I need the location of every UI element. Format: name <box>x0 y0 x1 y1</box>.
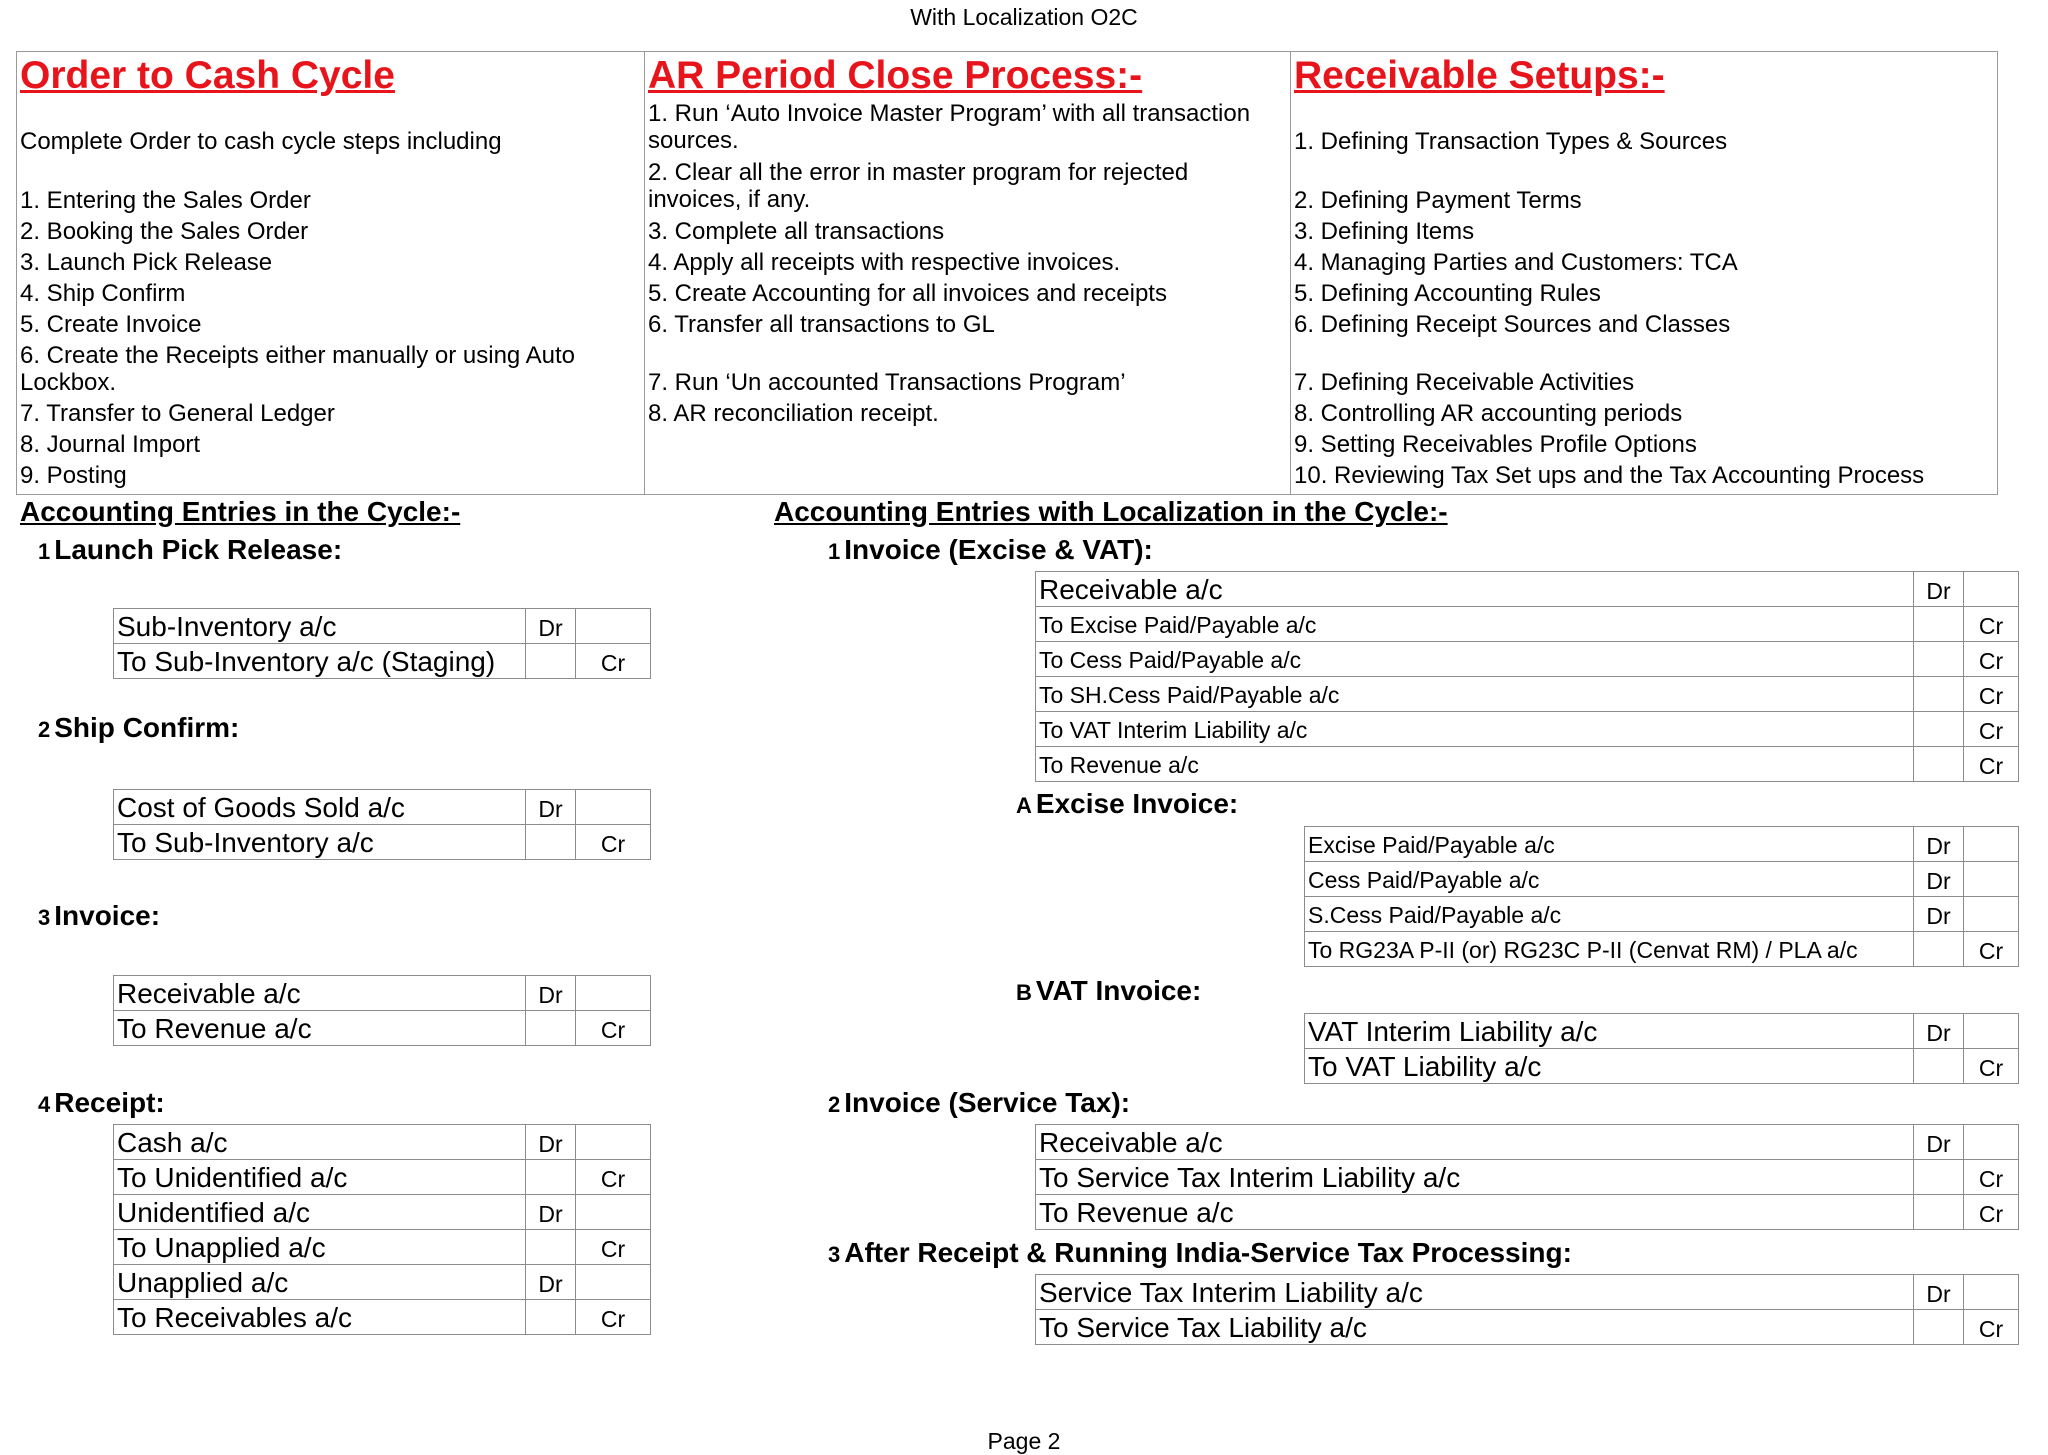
ar-close-step: sources. <box>648 127 739 154</box>
account-cell: To VAT Interim Liability a/c <box>1036 712 1914 747</box>
cr-cell: Cr <box>1964 712 2019 747</box>
entry-title: Receipt: <box>54 1087 165 1118</box>
cr-cell <box>576 1125 651 1160</box>
setup-step: 7. Defining Receivable Activities <box>1294 369 1635 396</box>
dr-cell <box>1914 1160 1964 1195</box>
table-row <box>1305 827 2019 862</box>
setup-step: 5. Defining Accounting Rules <box>1294 280 1601 307</box>
cr-cell: Cr <box>1964 677 2019 712</box>
dr-cell: Dr <box>526 1195 576 1230</box>
cr-cell <box>576 609 651 644</box>
ar-close-step: 3. Complete all transactions <box>648 218 945 245</box>
entry-heading <box>38 900 160 932</box>
entry-heading <box>1016 788 1238 820</box>
account-cell: Receivable a/c <box>1036 1125 1914 1160</box>
dr-cell: Dr <box>526 1265 576 1300</box>
table-row <box>1036 712 2019 747</box>
cr-cell: Cr <box>1964 1310 2019 1345</box>
journal-entry-table <box>113 789 651 860</box>
table-row <box>1036 572 2019 607</box>
setup-step: 2. Defining Payment Terms <box>1294 187 1582 214</box>
cr-cell <box>576 790 651 825</box>
entry-number: 2 <box>828 1092 841 1117</box>
cr-cell <box>1964 1275 2019 1310</box>
entry-title: VAT Invoice: <box>1035 975 1202 1006</box>
account-cell: Cess Paid/Payable a/c <box>1305 862 1914 897</box>
o2c-step: 3. Launch Pick Release <box>20 249 273 276</box>
account-cell: To Sub-Inventory a/c <box>114 825 526 860</box>
dr-cell: Dr <box>1914 827 1964 862</box>
table-row <box>114 1265 651 1300</box>
cr-cell: Cr <box>576 1230 651 1265</box>
cr-cell: Cr <box>576 825 651 860</box>
journal-entry-table <box>1304 826 2019 967</box>
account-cell: To Cess Paid/Payable a/c <box>1036 642 1914 677</box>
cr-cell <box>1964 827 2019 862</box>
table-row <box>1036 642 2019 677</box>
o2c-title: Order to Cash Cycle <box>20 54 395 97</box>
ar-close-step: 6. Transfer all transactions to GL <box>648 311 995 338</box>
table-row <box>1036 1160 2019 1195</box>
entry-title: Invoice (Service Tax): <box>844 1087 1131 1118</box>
cr-cell: Cr <box>1964 642 2019 677</box>
table-row <box>114 1160 651 1195</box>
cr-cell <box>1964 862 2019 897</box>
o2c-step: 7. Transfer to General Ledger <box>20 400 335 427</box>
setup-step: 1. Defining Transaction Types & Sources <box>1294 128 1728 155</box>
cr-cell <box>1964 897 2019 932</box>
account-cell: To Service Tax Interim Liability a/c <box>1036 1160 1914 1195</box>
table-row <box>1305 1014 2019 1049</box>
entry-heading <box>828 1237 1572 1269</box>
entry-number: B <box>1016 980 1032 1005</box>
dr-cell <box>1914 712 1964 747</box>
dr-cell <box>1914 1049 1964 1084</box>
cr-cell: Cr <box>576 1160 651 1195</box>
dr-cell <box>1914 1195 1964 1230</box>
journal-entry-table <box>113 1124 651 1335</box>
table-row <box>1036 1195 2019 1230</box>
entry-number: 2 <box>38 717 51 742</box>
entry-number: 1 <box>38 539 51 564</box>
account-cell: To Unapplied a/c <box>114 1230 526 1265</box>
table-row <box>114 976 651 1011</box>
dr-cell <box>526 1160 576 1195</box>
account-cell: To Revenue a/c <box>114 1011 526 1046</box>
ar-close-step: invoices, if any. <box>648 186 811 213</box>
entry-title: Excise Invoice: <box>1035 788 1239 819</box>
o2c-intro: Complete Order to cash cycle steps including <box>20 128 502 155</box>
cr-cell <box>576 1195 651 1230</box>
o2c-step: 4. Ship Confirm <box>20 280 186 307</box>
dr-cell <box>1914 677 1964 712</box>
account-cell: To VAT Liability a/c <box>1305 1049 1914 1084</box>
entry-title: Launch Pick Release: <box>54 534 343 565</box>
table-row <box>114 1195 651 1230</box>
dr-cell <box>1914 642 1964 677</box>
account-cell: Unapplied a/c <box>114 1265 526 1300</box>
table-row <box>114 1125 651 1160</box>
cr-cell <box>1964 572 2019 607</box>
account-cell: To RG23A P-II (or) RG23C P-II (Cenvat RM) / PLA a/c <box>1305 932 1914 967</box>
account-cell: To Excise Paid/Payable a/c <box>1036 607 1914 642</box>
dr-cell: Dr <box>1914 897 1964 932</box>
account-cell: Sub-Inventory a/c <box>114 609 526 644</box>
table-row <box>1036 747 2019 782</box>
cr-cell: Cr <box>1964 607 2019 642</box>
o2c-step: 1. Entering the Sales Order <box>20 187 311 214</box>
table-row <box>114 609 651 644</box>
account-cell: Cost of Goods Sold a/c <box>114 790 526 825</box>
dr-cell <box>526 644 576 679</box>
o2c-step: Lockbox. <box>20 369 117 396</box>
dr-cell: Dr <box>1914 1275 1964 1310</box>
account-cell: Service Tax Interim Liability a/c <box>1036 1275 1914 1310</box>
table-row <box>1036 677 2019 712</box>
dr-cell: Dr <box>1914 1125 1964 1160</box>
entry-title: Ship Confirm: <box>54 712 240 743</box>
o2c-step: 2. Booking the Sales Order <box>20 218 309 245</box>
o2c-step: 5. Create Invoice <box>20 311 202 338</box>
account-cell: To SH.Cess Paid/Payable a/c <box>1036 677 1914 712</box>
entry-number: 4 <box>38 1092 51 1117</box>
journal-entry-table <box>1035 571 2019 782</box>
dr-cell <box>1914 1310 1964 1345</box>
entry-number: 3 <box>828 1242 841 1267</box>
table-row <box>1036 1310 2019 1345</box>
account-cell: Unidentified a/c <box>114 1195 526 1230</box>
dr-cell <box>1914 747 1964 782</box>
dr-cell: Dr <box>1914 862 1964 897</box>
right-section-heading: Accounting Entries with Localization in the Cycle:- <box>774 496 1448 527</box>
setup-step: 3. Defining Items <box>1294 218 1475 245</box>
entry-heading <box>828 534 1153 566</box>
setup-step: 10. Reviewing Tax Set ups and the Tax Accounting Process <box>1294 462 1925 489</box>
cr-cell: Cr <box>1964 932 2019 967</box>
ar-close-step: 2. Clear all the error in master program for rejected <box>648 159 1189 186</box>
entry-title: Invoice: <box>54 900 161 931</box>
entry-number: 3 <box>38 905 51 930</box>
dr-cell: Dr <box>1914 572 1964 607</box>
setups-title: Receivable Setups:- <box>1294 54 1665 97</box>
table-row <box>1305 897 2019 932</box>
journal-entry-table <box>1035 1124 2019 1230</box>
table-row <box>114 1230 651 1265</box>
setup-step: 8. Controlling AR accounting periods <box>1294 400 1683 427</box>
o2c-column <box>17 52 645 494</box>
journal-entry-table <box>1304 1013 2019 1084</box>
dr-cell: Dr <box>526 790 576 825</box>
dr-cell: Dr <box>526 609 576 644</box>
ar-close-step: 1. Run ‘Auto Invoice Master Program’ with all transaction <box>648 100 1251 127</box>
account-cell: To Service Tax Liability a/c <box>1036 1310 1914 1345</box>
ar-close-step: 4. Apply all receipts with respective invoices. <box>648 249 1121 276</box>
cr-cell: Cr <box>576 1300 651 1335</box>
ar-close-column <box>645 52 1291 494</box>
table-row <box>114 825 651 860</box>
dr-cell: Dr <box>1914 1014 1964 1049</box>
dr-cell: Dr <box>526 1125 576 1160</box>
setup-step: 9. Setting Receivables Profile Options <box>1294 431 1697 458</box>
ar-close-step: 7. Run ‘Un accounted Transactions Program’ <box>648 369 1126 396</box>
cr-cell <box>1964 1125 2019 1160</box>
ar-close-title: AR Period Close Process:- <box>648 54 1143 97</box>
o2c-step: 6. Create the Receipts either manually or using Auto <box>20 342 575 369</box>
setups-column <box>1291 52 1997 494</box>
account-cell: Receivable a/c <box>114 976 526 1011</box>
ar-close-step: 8. AR reconciliation receipt. <box>648 400 939 427</box>
table-row <box>114 790 651 825</box>
dr-cell <box>1914 932 1964 967</box>
entry-number: A <box>1016 793 1032 818</box>
table-row <box>1036 1125 2019 1160</box>
account-cell: Cash a/c <box>114 1125 526 1160</box>
entry-heading <box>38 712 239 744</box>
table-row <box>114 644 651 679</box>
account-cell: Receivable a/c <box>1036 572 1914 607</box>
cr-cell: Cr <box>1964 1049 2019 1084</box>
o2c-step: 9. Posting <box>20 462 127 489</box>
journal-entry-table <box>113 975 651 1046</box>
account-cell: Excise Paid/Payable a/c <box>1305 827 1914 862</box>
dr-cell <box>526 1300 576 1335</box>
account-cell: To Revenue a/c <box>1036 1195 1914 1230</box>
table-row <box>1305 862 2019 897</box>
table-row <box>1305 1049 2019 1084</box>
top-summary-box <box>16 51 1998 495</box>
journal-entry-table <box>113 608 651 679</box>
account-cell: To Unidentified a/c <box>114 1160 526 1195</box>
cr-cell: Cr <box>1964 1160 2019 1195</box>
cr-cell: Cr <box>576 644 651 679</box>
table-row <box>114 1300 651 1335</box>
dr-cell <box>1914 607 1964 642</box>
dr-cell <box>526 1011 576 1046</box>
account-cell: To Revenue a/c <box>1036 747 1914 782</box>
setup-step: 4. Managing Parties and Customers: TCA <box>1294 249 1738 276</box>
cr-cell: Cr <box>576 1011 651 1046</box>
table-row <box>1036 1275 2019 1310</box>
entry-heading <box>38 534 342 566</box>
entry-heading <box>1016 975 1201 1007</box>
dr-cell <box>526 1230 576 1265</box>
cr-cell <box>1964 1014 2019 1049</box>
dr-cell <box>526 825 576 860</box>
account-cell: S.Cess Paid/Payable a/c <box>1305 897 1914 932</box>
table-row <box>1305 932 2019 967</box>
entry-title: Invoice (Excise & VAT): <box>844 534 1153 565</box>
account-cell: To Receivables a/c <box>114 1300 526 1335</box>
entry-heading <box>828 1087 1130 1119</box>
dr-cell: Dr <box>526 976 576 1011</box>
table-row <box>1036 607 2019 642</box>
page-footer: Page 2 <box>987 1428 1061 1454</box>
account-cell: VAT Interim Liability a/c <box>1305 1014 1914 1049</box>
ar-close-step: 5. Create Accounting for all invoices and receipts <box>648 280 1167 307</box>
cr-cell: Cr <box>1964 747 2019 782</box>
page-header: With Localization O2C <box>910 4 1138 30</box>
o2c-step: 8. Journal Import <box>20 431 201 458</box>
account-cell: To Sub-Inventory a/c (Staging) <box>114 644 526 679</box>
table-row <box>114 1011 651 1046</box>
cr-cell <box>576 976 651 1011</box>
cr-cell <box>576 1265 651 1300</box>
cr-cell: Cr <box>1964 1195 2019 1230</box>
entry-number: 1 <box>828 539 841 564</box>
setup-step: 6. Defining Receipt Sources and Classes <box>1294 311 1731 338</box>
entry-title: After Receipt & Running India-Service Tax Processing: <box>844 1237 1572 1268</box>
journal-entry-table <box>1035 1274 2019 1345</box>
left-section-heading: Accounting Entries in the Cycle:- <box>20 496 461 527</box>
entry-heading <box>38 1087 165 1119</box>
